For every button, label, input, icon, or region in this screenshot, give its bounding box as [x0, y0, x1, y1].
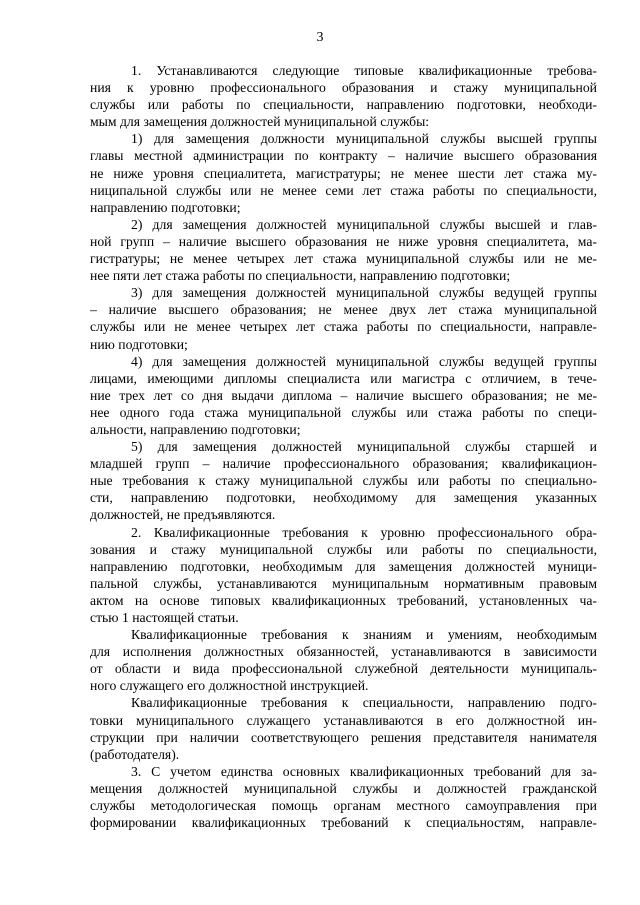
text-line: для исполнения должностных обязанностей, устанавливаются в зависимости [90, 644, 597, 660]
text-line: ной групп – наличие высшего образования не ниже уровня специалитета, ма- [90, 233, 597, 249]
text-line: Квалификационные требования к специальности, направлению подго- [131, 695, 597, 711]
text-line: младшей групп – наличие профессионального образования; квалификацион- [90, 456, 597, 472]
document-body [90, 62, 597, 831]
text-line: 2) для замещения должностей муниципальной службы высшей и глав- [131, 216, 597, 232]
text-line: от области и вида профессиональной служебной деятельности муниципаль- [90, 661, 597, 677]
text-line: альности, направлению подготовки; [90, 421, 301, 437]
text-line: 3. С учетом единства основных квалификационных требований для за- [131, 763, 597, 779]
paragraph [90, 438, 597, 523]
text-line: ниципальной службы или не менее семи лет стажа работы по специальности, [90, 182, 597, 198]
text-line: нее одного года стажа муниципальной службы или стажа работы по специ- [90, 404, 597, 420]
paragraph [90, 216, 597, 284]
text-line: 2. Квалификационные требования к уровню профессионального обра- [131, 524, 597, 540]
text-line: ния к уровню профессионального образования и стажу муниципальной [90, 80, 597, 96]
text-line: направлению подготовки; [90, 199, 241, 215]
paragraph [90, 284, 597, 352]
text-line: нее пяти лет стажа работы по специальности, направлению подготовки; [90, 268, 511, 284]
text-line: 3) для замещения должностей муниципальной службы ведущей группы [131, 285, 597, 301]
text-line: лицами, имеющими дипломы специалиста или магистра с отличием, в тече- [90, 370, 597, 386]
text-line: ные требования к стажу муниципальной службы или работы по специально- [90, 473, 597, 489]
text-line: должностей, не предъявляются. [90, 507, 276, 523]
text-line: гистратуры; не менее четырех лет стажа муниципальной службы или не ме- [90, 251, 597, 267]
paragraph [90, 130, 597, 215]
text-line: направлению подготовки, необходимым для замещения должностей муници- [90, 558, 597, 574]
text-line: ного служащего его должностной инструкцией. [90, 678, 369, 694]
paragraph [90, 694, 597, 762]
paragraph [90, 763, 597, 831]
text-line: 1. Устанавливаются следующие типовые квалификационные требова- [131, 63, 597, 78]
text-line: не ниже уровня специалитета, магистратуры; не менее шести лет стажа му- [90, 165, 597, 181]
text-line: стью 1 настоящей статьи. [90, 610, 239, 625]
text-line: 4) для замещения должностей муниципальной службы ведущей группы [131, 353, 597, 369]
page-number: 3 [316, 30, 324, 45]
text-line: пальной службы, устанавливаются муниципальным нормативным правовым [90, 575, 597, 591]
text-line: главы местной администрации по контракту – наличие высшего образования [90, 148, 597, 164]
text-line: Квалификационные требования к знаниям и умениям, необходимым [131, 627, 597, 643]
paragraph [90, 353, 597, 438]
paragraph [90, 524, 597, 627]
text-line: службы или не менее четырех лет стажа работы по специальности, направле- [90, 319, 597, 335]
text-line: службы методологическая помощь органам местного самоуправления при [90, 798, 597, 814]
text-line: товки муниципального служащего устанавливаются в его должностной ин- [90, 712, 597, 728]
text-line: – наличие высшего образования; не менее двух лет стажа муниципальной [90, 302, 597, 318]
text-line: сти, направлению подготовки, необходимому для замещения указанных [90, 490, 597, 506]
text-line: (работодателя). [90, 746, 180, 762]
text-line: актом на основе типовых квалификационных требований, установленных ча- [90, 592, 597, 608]
text-line: мещения должностей муниципальной службы и должностей гражданской [90, 780, 597, 796]
text-line: службы или работы по специальности, направлению подготовки, необходи- [90, 97, 597, 113]
text-line: 5) для замещения должностей муниципальной службы старшей и [131, 439, 597, 455]
paragraph [90, 626, 597, 694]
text-line: зования и стажу муниципальной службы или работы по специальности, [90, 541, 597, 557]
text-line: струкции при наличии соответствующего решения представителя нанимателя [90, 729, 597, 745]
text-line: мым для замещения должностей муниципальной службы: [90, 114, 430, 130]
text-line: ние трех лет со дня выдачи диплома – наличие высшего образования; не ме- [90, 387, 597, 403]
text-line: нию подготовки; [90, 336, 188, 352]
text-line: 1) для замещения должности муниципальной службы высшей группы [131, 131, 597, 147]
paragraph [90, 62, 597, 130]
text-line: формировании квалификационных требований к специальностям, направле- [90, 815, 597, 831]
